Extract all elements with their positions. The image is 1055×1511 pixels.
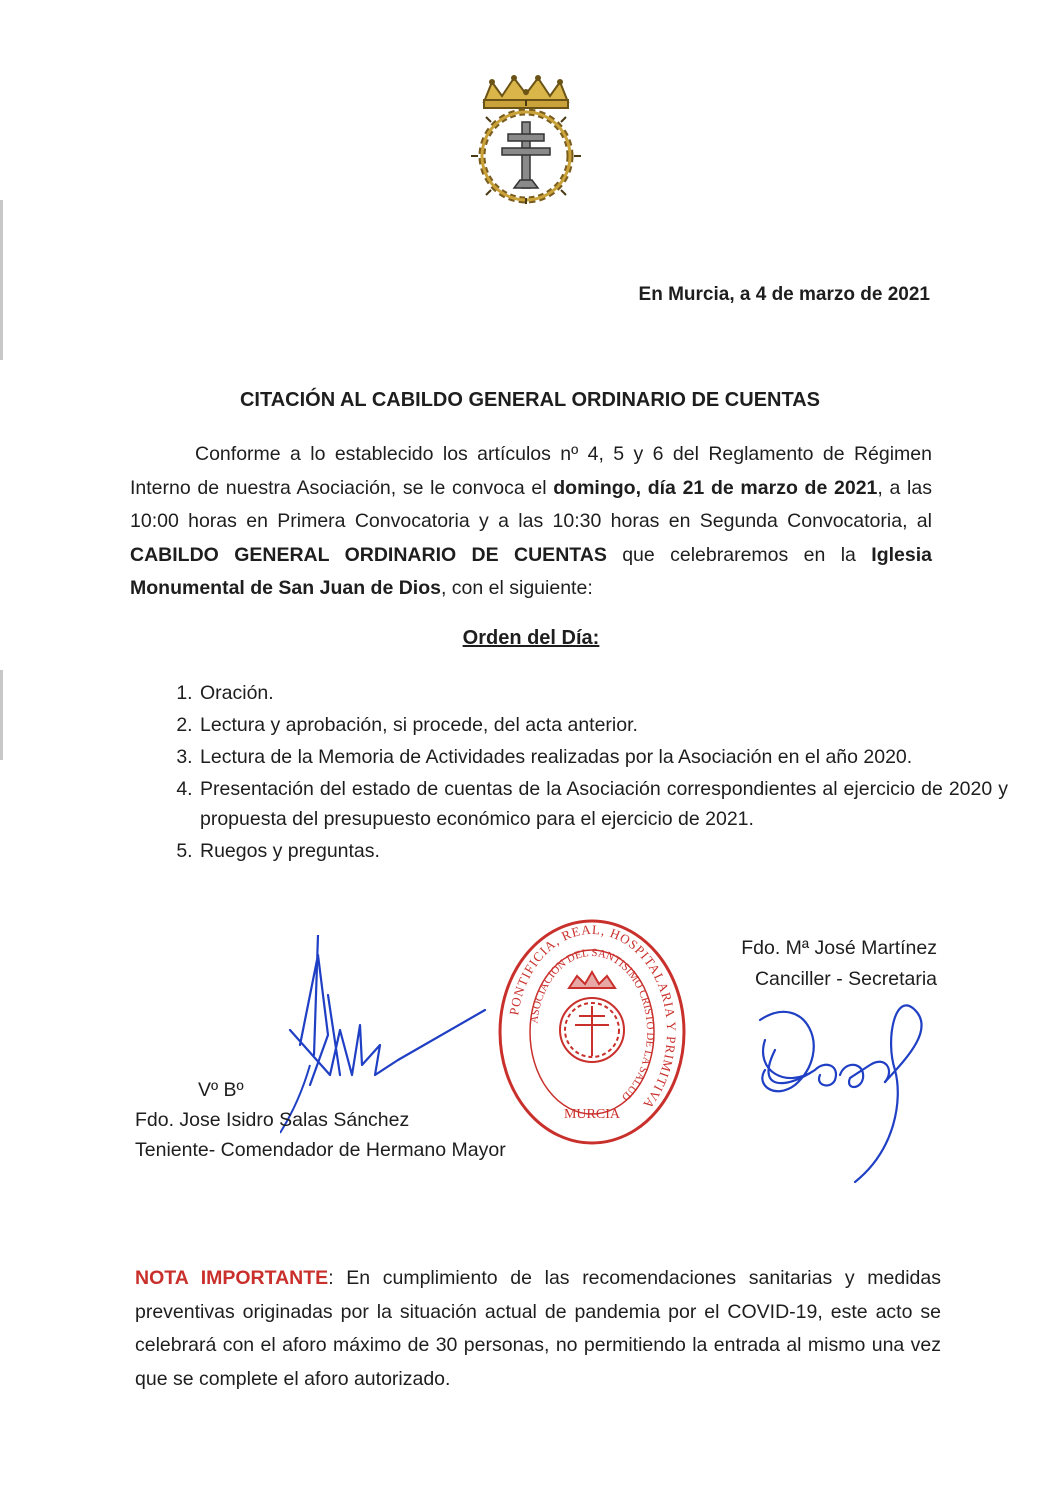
signatory-name: Fdo. Jose Isidro Salas Sánchez <box>135 1109 410 1131</box>
crest-logo-icon <box>466 72 586 207</box>
meeting-date: domingo, día 21 de marzo de 2021 <box>553 476 878 499</box>
agenda-heading: Orden del Día: <box>462 627 600 649</box>
seal-text: ASOCIACION DEL SANTISIMO CRISTO DE LA SALUD <box>528 946 657 1103</box>
agenda-item: 2. Lectura y aprobación, si procede, del acta anterior. <box>198 710 1008 740</box>
meeting-name: CABILDO GENERAL ORDINARIO DE CUENTAS <box>130 543 607 566</box>
scan-margin-mark <box>0 670 3 760</box>
body-text: que celebraremos en la <box>606 543 872 566</box>
scan-margin-mark <box>0 200 3 360</box>
signatory-name: Fdo. Mª José Martínez <box>741 937 937 959</box>
signatory-left <box>135 1075 575 1165</box>
approval-mark: Vº Bº <box>198 1079 244 1101</box>
important-note <box>135 1262 941 1396</box>
document-title: CITACIÓN AL CABILDO GENERAL ORDINARIO DE CUENTAS <box>239 389 820 411</box>
body-text: , a las 10:00 horas en Primera Convocatoria y a las 10:30 horas en Segunda Convocatoria, al <box>130 476 932 532</box>
agenda-item: 5. Ruegos y preguntas. <box>198 836 1008 866</box>
convocation-paragraph <box>130 438 932 606</box>
note-text: : En cumplimiento de las recomendaciones sanitarias y medidas preventivas originadas por la situación actual de pandemia por el COVID-19, este acto se celebrará con el aforo máximo de 30 personas, no permitiendo la entrada al mismo una vez que se complete el aforo autorizado. <box>135 1267 941 1390</box>
agenda-item: 3. Lectura de la Memoria de Actividades realizadas por la Asociación en el año 2020. <box>198 742 1008 772</box>
note-label: NOTA IMPORTANTE <box>135 1267 329 1289</box>
seal-text: PONTIFICIA, REAL, HOSPITALARIA Y PRIMITIVA <box>506 921 680 1113</box>
date-line: En Murcia, a 4 de marzo de 2021 <box>638 284 930 305</box>
body-text: Conforme a lo establecido los artículos nº 4, 5 y 6 del Reglamento de Régimen Interno de nuestra Asociación, se le convoca el <box>130 443 932 499</box>
signature-icon <box>745 990 945 1185</box>
meeting-place: Iglesia Monumental de San Juan de Dios <box>130 543 932 599</box>
seal-city: MURCIA <box>563 1107 621 1122</box>
signatory-right <box>700 933 937 995</box>
agenda-item: 1. Oración. <box>198 678 1008 708</box>
body-text: , con el siguiente: <box>440 577 593 599</box>
agenda-item: 4. Presentación del estado de cuentas de la Asociación correspondientes al ejercicio de 2020 y propuesta del presupuesto económico para el ejercicio de 2021. <box>198 774 1008 834</box>
signatory-role: Teniente- Comendador de Hermano Mayor <box>135 1139 506 1161</box>
agenda-list <box>130 678 1008 868</box>
signatory-role: Canciller - Secretaria <box>754 968 937 990</box>
